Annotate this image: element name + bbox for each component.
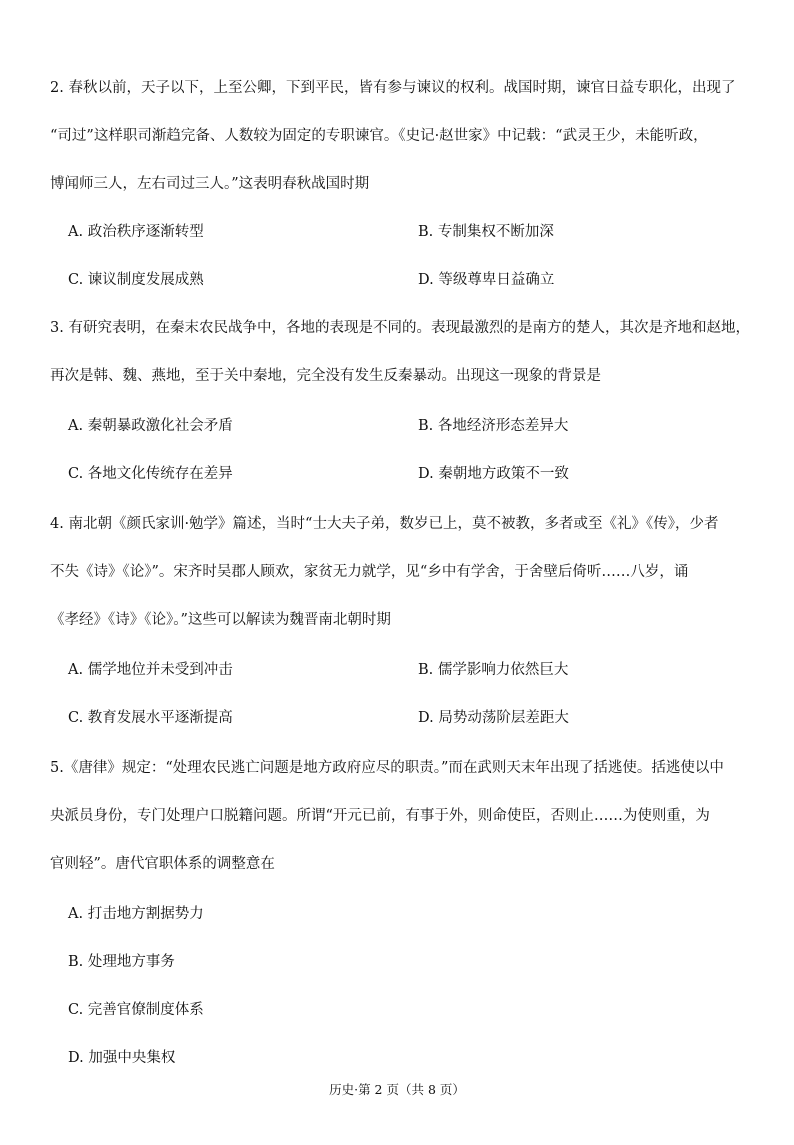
question-5-stem-line-1: 5.《唐律》规定：“处理农民逃亡问题是地方政府应尽的职责。”而在武则天末年出现了括逃使。括逃使以中 [50,760,724,776]
question-4-option-a: A. 儒学地位并未受到冲击 [68,662,233,678]
question-5-option-c: C. 完善官僚制度体系 [68,1002,204,1018]
question-3-option-c: C. 各地文化传统存在差异 [68,466,233,482]
page-footer: 历史·第 2 页（共 8 页） [329,1082,465,1097]
question-4-option-c: C. 教育发展水平逐渐提高 [68,710,233,726]
question-4-stem-line-1: 4. 南北朝《颜氏家训·勉学》篇述，当时“士大夫子弟，数岁已上，莫不被教，多者或至《礼》《传》，少者 [50,516,719,532]
question-3-stem-line-2: 再次是韩、魏、燕地，至于关中秦地，完全没有发生反秦暴动。出现这一现象的背景是 [50,368,601,384]
question-2-option-d: D. 等级尊卑日益确立 [418,272,555,288]
question-2-stem-line-1: 2. 春秋以前，天子以下，上至公卿，下到平民，皆有参与谏议的权利。战国时期，谏官日益专职化，出现了 [50,80,736,96]
question-3-stem-line-1: 3. 有研究表明，在秦末农民战争中，各地的表现是不同的。表现最激烈的是南方的楚人，其次是齐地和赵地， [50,320,750,336]
question-3-option-d: D. 秦朝地方政策不一致 [418,466,569,482]
question-2-option-a: A. 政治秩序逐渐转型 [68,224,204,240]
question-4-stem-line-3: 《孝经》《诗》《论》。”这些可以解读为魏晋南北朝时期 [50,612,391,628]
question-5-option-a: A. 打击地方割据势力 [68,906,204,922]
question-5-stem-line-3: 官则轻”。唐代官职体系的调整意在 [50,856,275,872]
question-2-stem-line-3: 博闻师三人，左右司过三人。”这表明春秋战国时期 [50,176,370,192]
question-4-option-d: D. 局势动荡阶层差距大 [418,710,569,726]
question-5-stem-line-2: 央派员身份，专门处理户口脱籍问题。所谓“开元已前，有事于外，则命使臣，否则止……为使则重，为 [50,808,710,824]
question-2-stem-line-2: “司过”这样职司渐趋完备、人数较为固定的专职谏官。《史记·赵世家》中记载：“武灵王少，未能听政， [50,128,708,144]
question-2-option-b: B. 专制集权不断加深 [418,224,554,240]
question-3-option-b: B. 各地经济形态差异大 [418,418,569,434]
question-2-option-c: C. 谏议制度发展成熟 [68,272,204,288]
question-5-option-b: B. 处理地方事务 [68,954,175,970]
question-5-option-d: D. 加强中央集权 [68,1050,176,1066]
question-3-option-a: A. 秦朝暴政激化社会矛盾 [68,418,233,434]
question-4-option-b: B. 儒学影响力依然巨大 [418,662,569,678]
question-4-stem-line-2: 不失《诗》《论》”。宋齐时吴郡人顾欢，家贫无力就学，见“乡中有学舍，于舍壁后倚听……八岁，诵 [50,564,689,580]
